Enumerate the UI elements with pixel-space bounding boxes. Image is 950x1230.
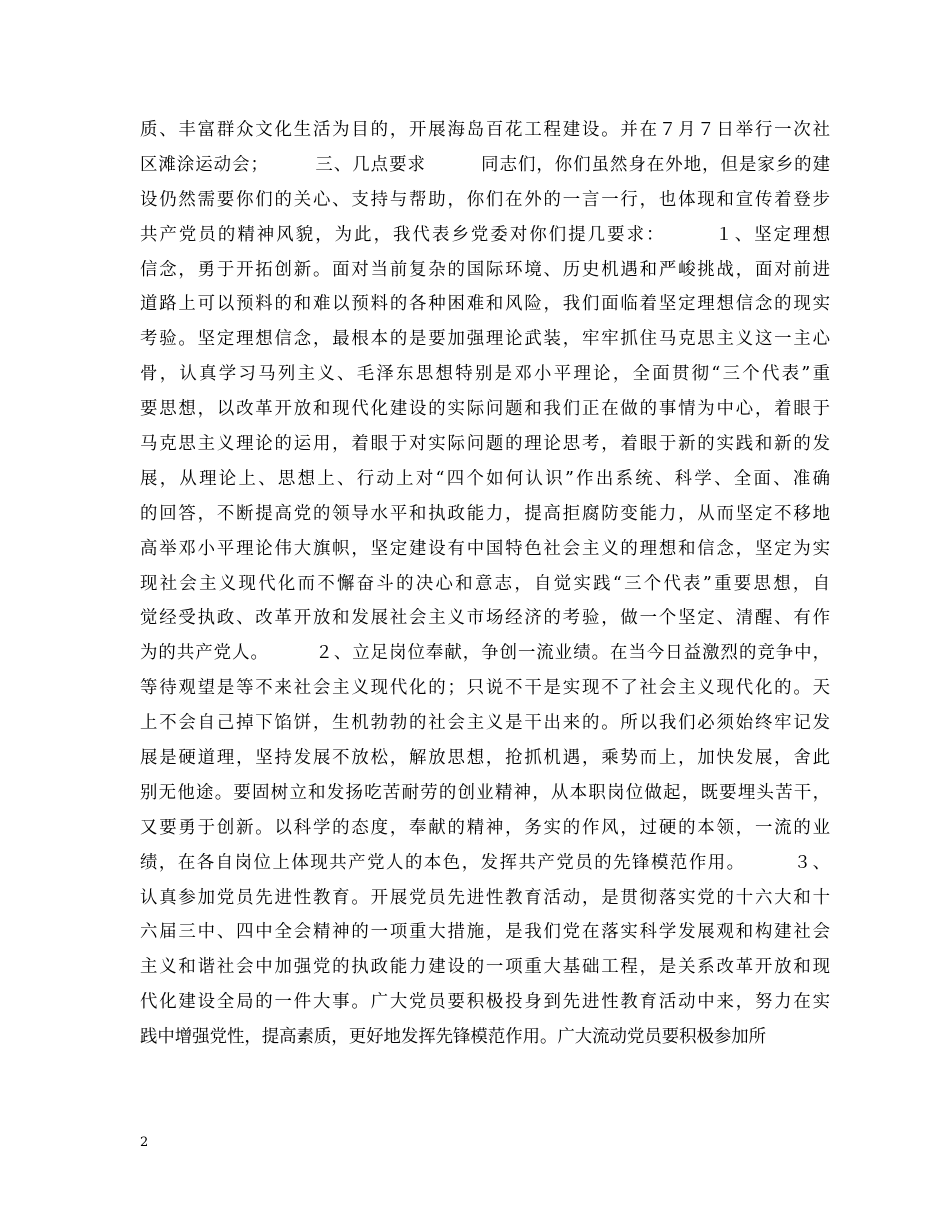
text-line: 等待观望是等不来社会主义现代化的；只说不干是实现不了社会主义现代化的。天: [140, 678, 830, 699]
text-line: 别无他途。要固树立和发扬吃苦耐劳的创业精神，从本职岗位做起，既要埋头苦干，: [140, 782, 830, 803]
text-line: 马克思主义理论的运用，着眼于对实际问题的理论思考，着眼于新的实践和新的发: [140, 434, 830, 455]
text-line: 区滩涂运动会； 三、几点要求 同志们，你们虽然身在外地，但是家乡的建: [140, 154, 830, 175]
text-line: 上不会自己掉下馅饼，生机勃勃的社会主义是干出来的。所以我们必须始终牢记发: [140, 713, 830, 734]
text-line: 要思想，以改革开放和现代化建设的实际问题和我们正在做的事情为中心，着眼于: [140, 399, 830, 420]
page-number: 2: [140, 1135, 149, 1150]
text-line: 展是硬道理，坚持发展不放松，解放思想，抢抓机遇，乘势而上，加快发展，舍此: [140, 748, 830, 769]
text-line: 的回答，不断提高党的领导水平和执政能力，提高拒腐防变能力，从而坚定不移地: [140, 503, 830, 524]
text-line: 信念，勇于开拓创新。面对当前复杂的国际环境、历史机遇和严峻挑战，面对前进: [140, 259, 830, 280]
text-line: 代化建设全局的一件大事。广大党员要积极投身到先进性教育活动中来，努力在实: [140, 992, 830, 1013]
text-line: 现社会主义现代化而不懈奋斗的决心和意志，自觉实践“三个代表”重要思想，自: [140, 573, 830, 594]
text-line: 道路上可以预料的和难以预料的各种困难和风险，我们面临着坚定理想信念的现实: [140, 294, 830, 315]
text-line: 考验。坚定理想信念，最根本的是要加强理论武装，牢牢抓住马克思主义这一主心: [140, 329, 830, 350]
text-line: 展，从理论上、思想上、行动上对“四个如何认识”作出系统、科学、全面、准确: [140, 468, 830, 489]
text-line: 绩，在各自岗位上体现共产党人的本色，发挥共产党员的先锋模范作用。 ３、: [140, 852, 830, 873]
text-line: 觉经受执政、改革开放和发展社会主义市场经济的考验，做一个坚定、清醒、有作: [140, 608, 830, 629]
text-line: 认真参加党员先进性教育。开展党员先进性教育活动，是贯彻落实党的十六大和十: [140, 887, 830, 908]
text-line: 又要勇于创新。以科学的态度，奉献的精神，务实的作风，过硬的本领，一流的业: [140, 817, 830, 838]
text-line: 践中增强党性，提高素质，更好地发挥先锋模范作用。广大流动党员要积极参加所: [140, 1027, 767, 1048]
text-line: 高举邓小平理论伟大旗帜，坚定建设有中国特色社会主义的理想和信念，坚定为实: [140, 538, 830, 559]
text-line: 为的共产党人。 ２、立足岗位奉献，争创一流业绩。在当今日益激烈的竞争中，: [140, 643, 830, 664]
text-line: 共产党员的精神风貌，为此，我代表乡党委对你们提几要求： １、坚定理想: [140, 224, 830, 245]
text-line: 质、丰富群众文化生活为目的，开展海岛百花工程建设。并在７月７日举行一次社: [140, 120, 830, 140]
text-line: 六届三中、四中全会精神的一项重大措施，是我们党在落实科学发展观和构建社会: [140, 922, 830, 943]
text-line: 主义和谐社会中加强党的执政能力建设的一项重大基础工程，是关系改革开放和现: [140, 957, 830, 978]
text-line: 设仍然需要你们的关心、支持与帮助，你们在外的一言一行，也体现和宣传着登步: [140, 189, 830, 210]
body-text: [140, 113, 830, 1055]
text-line: 骨，认真学习马列主义、毛泽东思想特别是邓小平理论，全面贯彻“三个代表”重: [140, 364, 830, 385]
